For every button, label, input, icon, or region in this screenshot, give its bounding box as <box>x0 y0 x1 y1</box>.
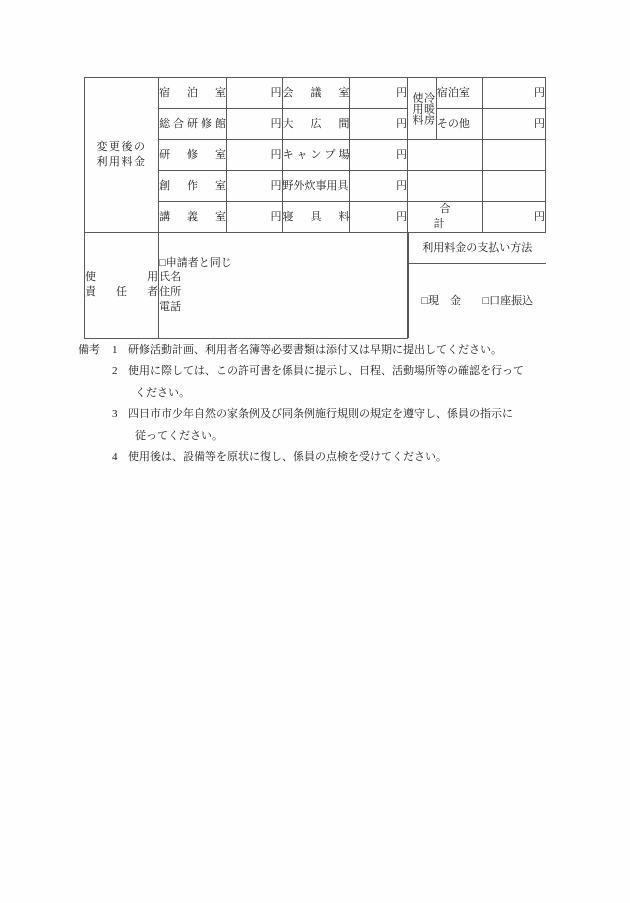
amount-cell-bedding[interactable]: 円 <box>350 202 408 233</box>
amount-cell-seminar-room[interactable]: 円 <box>226 140 282 171</box>
aircon-label-col2: 使用料 <box>410 92 423 125</box>
aircon-empty-cell-row3 <box>408 140 483 171</box>
aircon-facility-lodging: 宿泊室 <box>436 78 482 109</box>
remark-number-1: 1 <box>112 344 118 356</box>
remark-text-2 <box>128 361 578 404</box>
table-row <box>85 78 546 109</box>
remark-number-2: 2 <box>112 365 118 378</box>
amount-cell-large-hall[interactable]: 円 <box>350 109 408 140</box>
remarks-label: 備考 <box>78 344 100 356</box>
amount-cell-craft-room[interactable]: 円 <box>226 171 282 202</box>
fee-section-header <box>85 78 159 233</box>
amount-cell-training-hall[interactable]: 円 <box>226 109 282 140</box>
remark-text-3-line2: 従ってください。 <box>135 429 223 442</box>
aircon-empty-cell-row4 <box>408 171 483 202</box>
aircon-fee-vertical-label <box>408 78 437 140</box>
remark-text-3 <box>128 404 578 447</box>
facility-label-lecture-room: 講 義 室 <box>159 202 227 233</box>
payment-header-row <box>409 233 546 264</box>
amount-cell-lodging[interactable]: 円 <box>226 78 282 109</box>
remark-item-2 <box>78 361 578 404</box>
aircon-label-col1: 冷暖房 <box>422 92 435 125</box>
facility-label-seminar-room: 研 修 室 <box>159 140 227 171</box>
remark-number-3: 3 <box>112 408 118 421</box>
payment-options-row <box>409 264 546 339</box>
aircon-amount-lodging[interactable]: 円 <box>483 78 546 109</box>
facility-label-meeting-room: 会 議 室 <box>282 78 350 109</box>
aircon-amount-other[interactable]: 円 <box>483 109 546 140</box>
remark-text-1: 研修活動計画、利用者名簿等必要書類は添付又は早期に提出してください。 <box>128 344 502 356</box>
facility-label-bedding: 寝 具 料 <box>282 202 350 233</box>
payment-option-bank-transfer[interactable]: □口座振込 <box>482 294 534 307</box>
responsible-person-header <box>85 233 159 339</box>
amount-cell-lecture-room[interactable]: 円 <box>226 202 282 233</box>
payment-option-cash[interactable]: □現 金 <box>421 294 462 307</box>
total-label: 合 計 <box>408 202 483 233</box>
fee-section-header-line1: 変更後の <box>96 141 147 154</box>
field-address-label[interactable]: 住所 <box>159 286 182 299</box>
remark-item-4 <box>78 447 578 468</box>
facility-label-craft-room: 創 作 室 <box>159 171 227 202</box>
responsible-person-header-line1: 使 用 <box>85 271 159 284</box>
remarks-section <box>78 340 578 469</box>
total-amount[interactable]: 円 <box>483 202 546 233</box>
facility-label-large-hall: 大 広 間 <box>282 109 350 140</box>
usage-fee-table <box>84 77 546 339</box>
amount-cell-meeting-room[interactable]: 円 <box>350 78 408 109</box>
responsible-person-fields <box>159 233 408 339</box>
facility-label-outdoor-cooking: 野外炊事用具 <box>282 171 350 202</box>
table-row-responsible <box>85 233 546 339</box>
aircon-empty-amount-row3[interactable] <box>483 140 546 171</box>
remark-text-4: 使用後は、設備等を原状に復し、係員の点検を受けてください。 <box>128 451 447 464</box>
remark-item-3 <box>78 404 578 447</box>
remark-text-2-line1: 使用に際しては、この許可書を係員に提示し、日程、活動場所等の確認を行って <box>128 365 524 378</box>
payment-method-section <box>408 233 546 339</box>
remark-text-3-line1: 四日市市少年自然の家条例及び同条例施行規則の規定を遵守し、係員の指示に <box>128 408 513 421</box>
facility-label-lodging: 宿 泊 室 <box>159 78 227 109</box>
responsible-person-header-line2: 責 任 者 <box>85 286 159 299</box>
remark-item-1 <box>78 340 578 361</box>
same-as-applicant-checkbox[interactable]: □申請者と同じ <box>159 256 232 269</box>
remark-text-2-line2: ください。 <box>135 386 190 399</box>
remark-number-4: 4 <box>112 451 118 464</box>
amount-cell-outdoor-cooking[interactable]: 円 <box>350 171 408 202</box>
field-name-label[interactable]: 氏名 <box>159 271 182 284</box>
aircon-empty-amount-row4[interactable] <box>483 171 546 202</box>
payment-method-header: 利用料金の支払い方法 <box>409 233 546 264</box>
facility-label-training-hall: 総合研修館 <box>159 109 227 140</box>
payment-options <box>409 264 546 339</box>
fee-section-header-line2: 利用料金 <box>96 156 147 168</box>
amount-cell-campsite[interactable]: 円 <box>350 140 408 171</box>
aircon-facility-other: その他 <box>436 109 482 140</box>
facility-label-campsite: キャンプ場 <box>282 140 350 171</box>
field-phone-label[interactable]: 電話 <box>159 301 182 314</box>
